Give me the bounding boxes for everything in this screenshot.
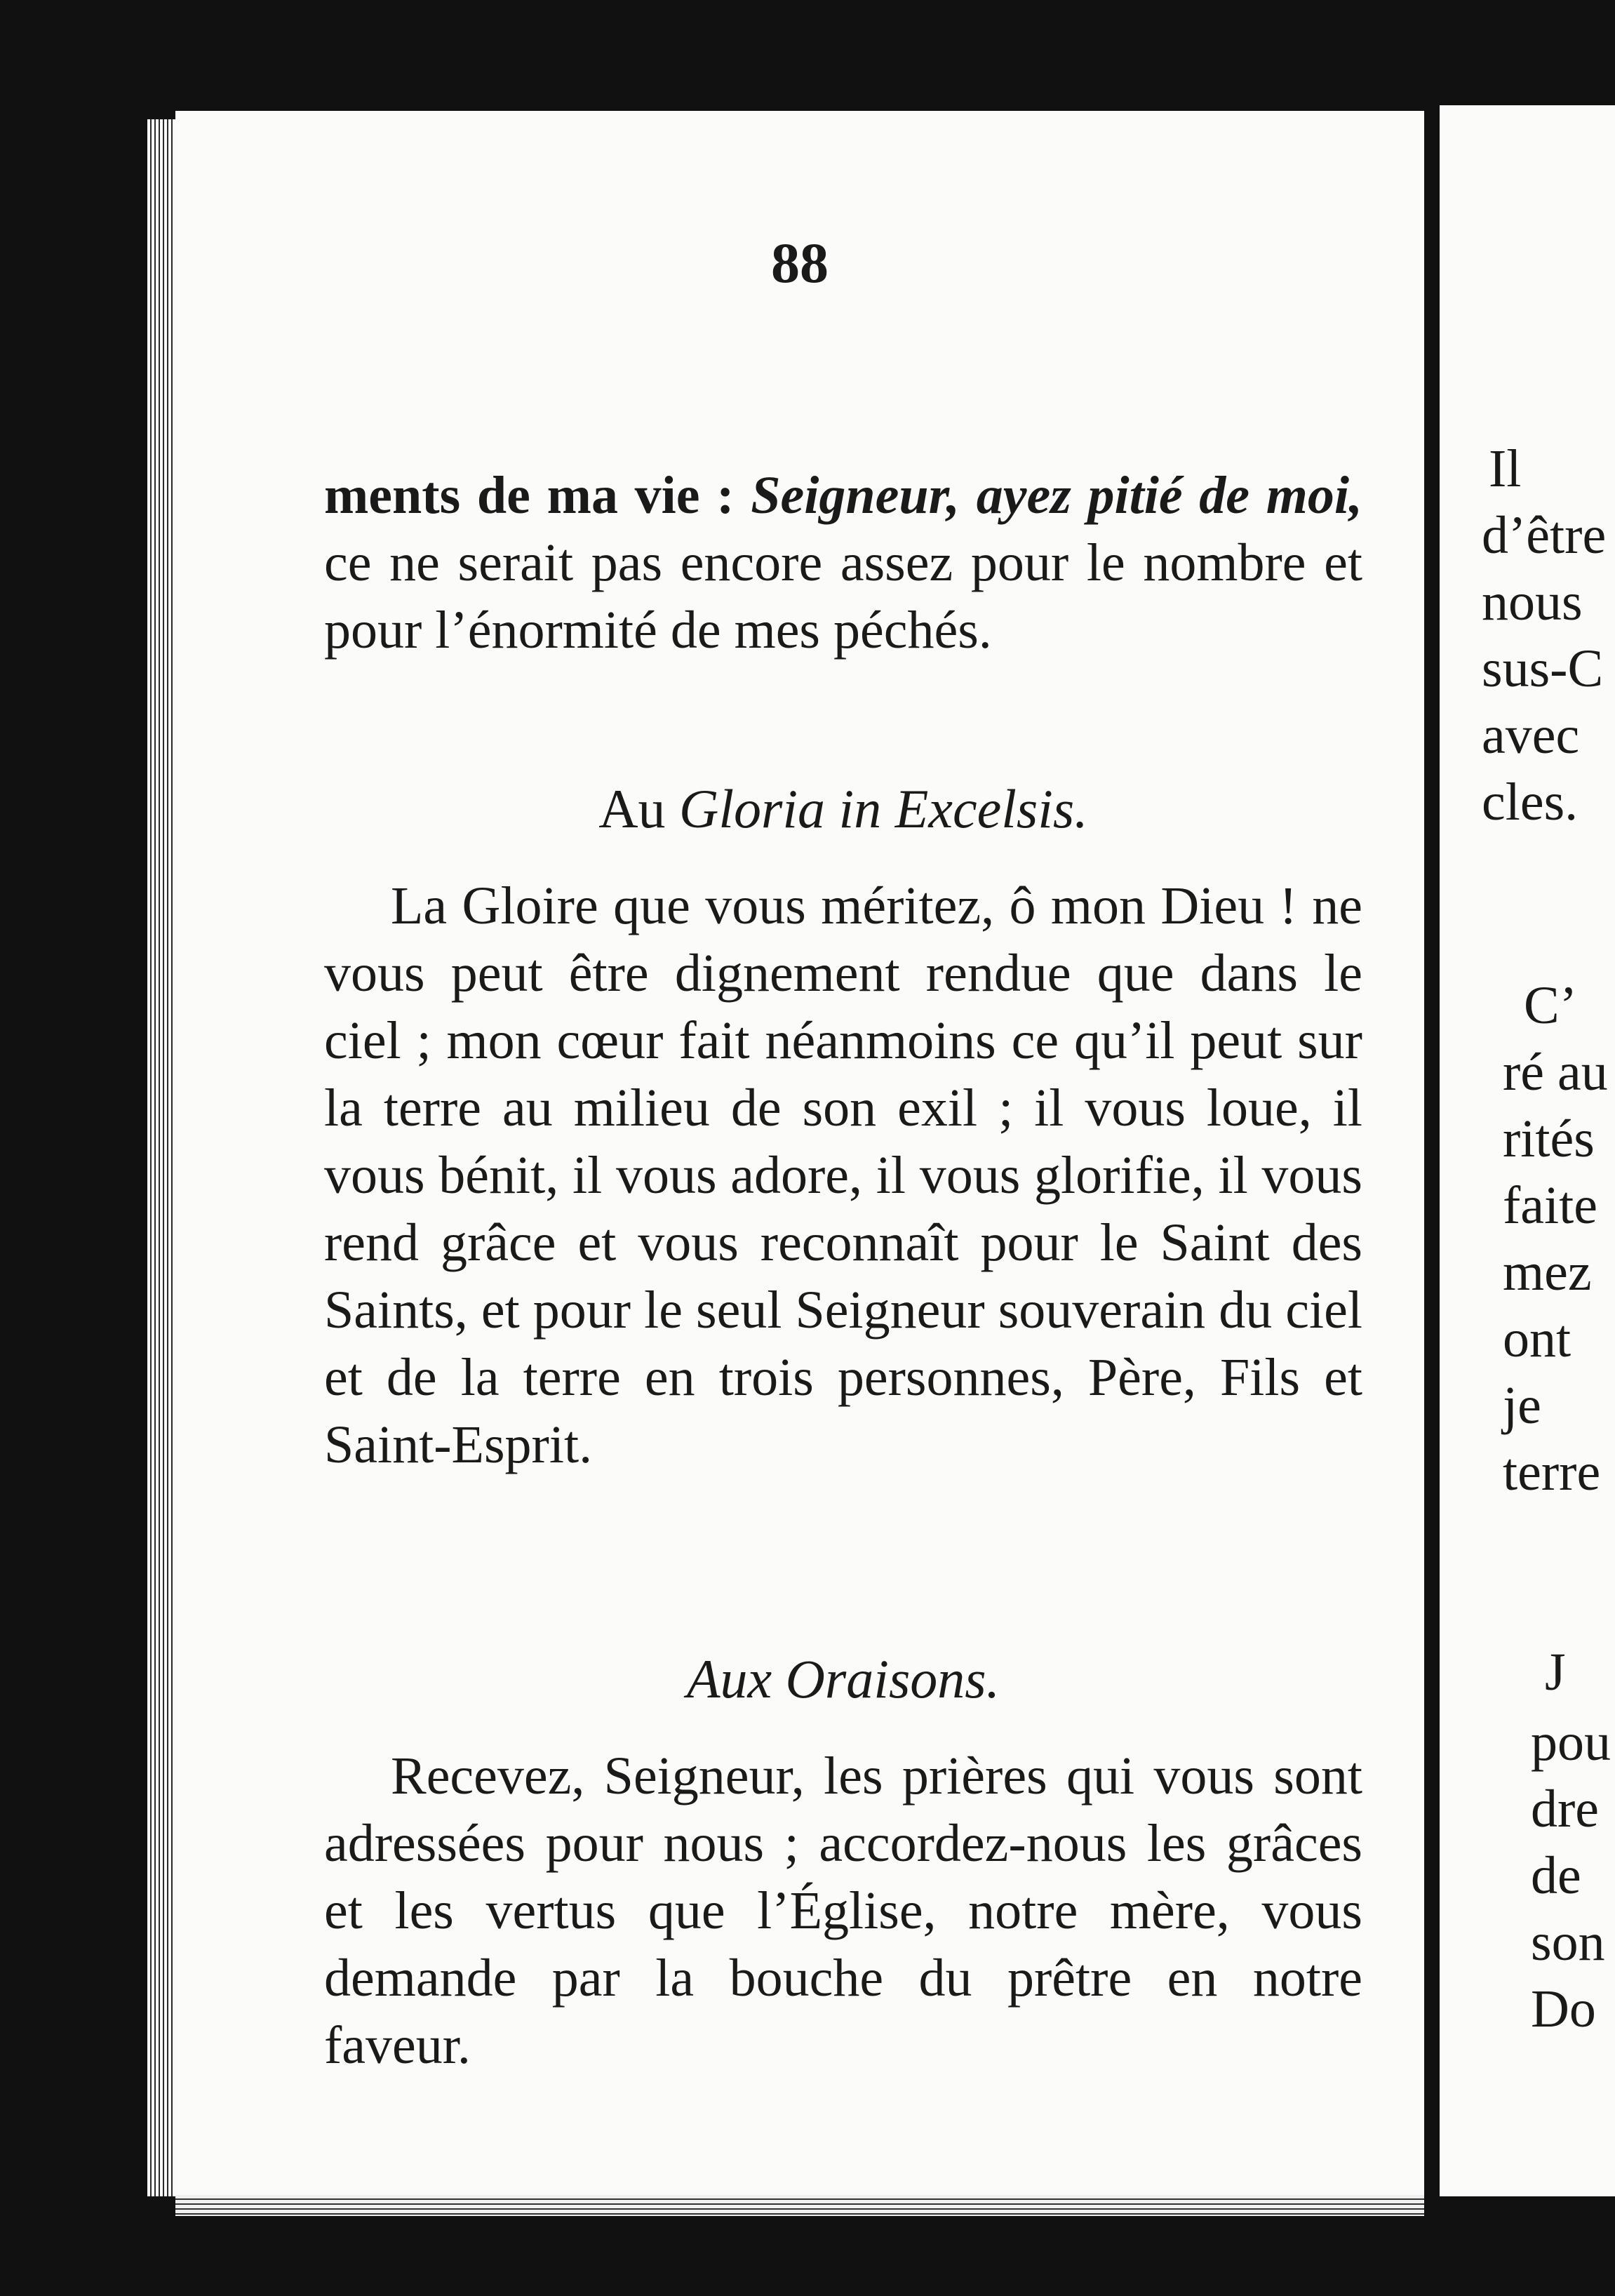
right-line: terre	[1503, 1443, 1601, 1502]
continuation-text	[324, 462, 1362, 664]
right-line: sus-C	[1482, 639, 1604, 698]
gloria-heading	[324, 777, 1362, 841]
oraisons-text: Recevez, Seigneur, les prières qui vous sont adressées pour nous ; accordez-nous les grâces et les vertus que l’Église, notre mère, vous demande par la bouche du prêtre en notre faveur.	[324, 1747, 1362, 2075]
gloria-heading-prefix: Au	[598, 778, 680, 839]
right-line: cles.	[1482, 773, 1579, 832]
gloria-paragraph	[324, 872, 1362, 1479]
right-line: J	[1545, 1643, 1566, 1702]
right-line: avec	[1482, 706, 1580, 765]
right-line: pou	[1531, 1713, 1611, 1772]
left-page	[175, 111, 1424, 2195]
left-page-bottom-edge	[175, 2195, 1424, 2216]
left-page-edge	[147, 119, 175, 2196]
right-line: ré au	[1503, 1043, 1608, 1102]
right-line: ont	[1503, 1309, 1572, 1368]
right-line: rités	[1503, 1109, 1595, 1168]
continuation-paragraph	[324, 462, 1362, 664]
continuation-italic: Seigneur, ayez pitié de moi,	[751, 466, 1362, 525]
right-line: C’	[1524, 976, 1577, 1035]
oraisons-paragraph	[324, 1742, 1362, 2079]
right-line: je	[1503, 1376, 1541, 1435]
gloria-heading-italic: Gloria in Excelsis.	[679, 778, 1088, 839]
page-number: 88	[771, 231, 829, 295]
right-line: faite	[1503, 1176, 1598, 1235]
right-line: mez	[1503, 1243, 1592, 1302]
oraisons-heading	[324, 1648, 1362, 1711]
right-line: nous	[1482, 573, 1583, 632]
continuation-lead: ments de ma vie :	[324, 466, 751, 525]
right-line: Do	[1531, 1980, 1596, 2038]
oraisons-heading-italic: Aux Oraisons.	[686, 1648, 1000, 1709]
gloria-text: La Gloire que vous méritez, ô mon Dieu ! ne vous peut être dignement rendue que dans le ciel ; mon cœur fait néanmoins ce qu’il peut sur la terre au milieu de son exil ; il vous loue, il vous bénit, il vous adore, il vous glorifie, il vous rend grâce et vous reconnaît pour le Saint des Saints, et pour le seul Seigneur souverain du ciel et de la terre en trois personnes, Père, Fils et Saint-Esprit.	[324, 876, 1362, 1474]
right-line: de	[1531, 1846, 1581, 1905]
right-page	[1440, 105, 1615, 2196]
right-line: d’être	[1482, 506, 1607, 565]
right-line: Il	[1489, 439, 1522, 498]
right-line: dre	[1531, 1780, 1600, 1838]
right-line: son	[1531, 1913, 1605, 1972]
continuation-rest: ce ne serait pas encore assez pour le nombre et pour l’énormité de mes péchés.	[324, 533, 1362, 660]
